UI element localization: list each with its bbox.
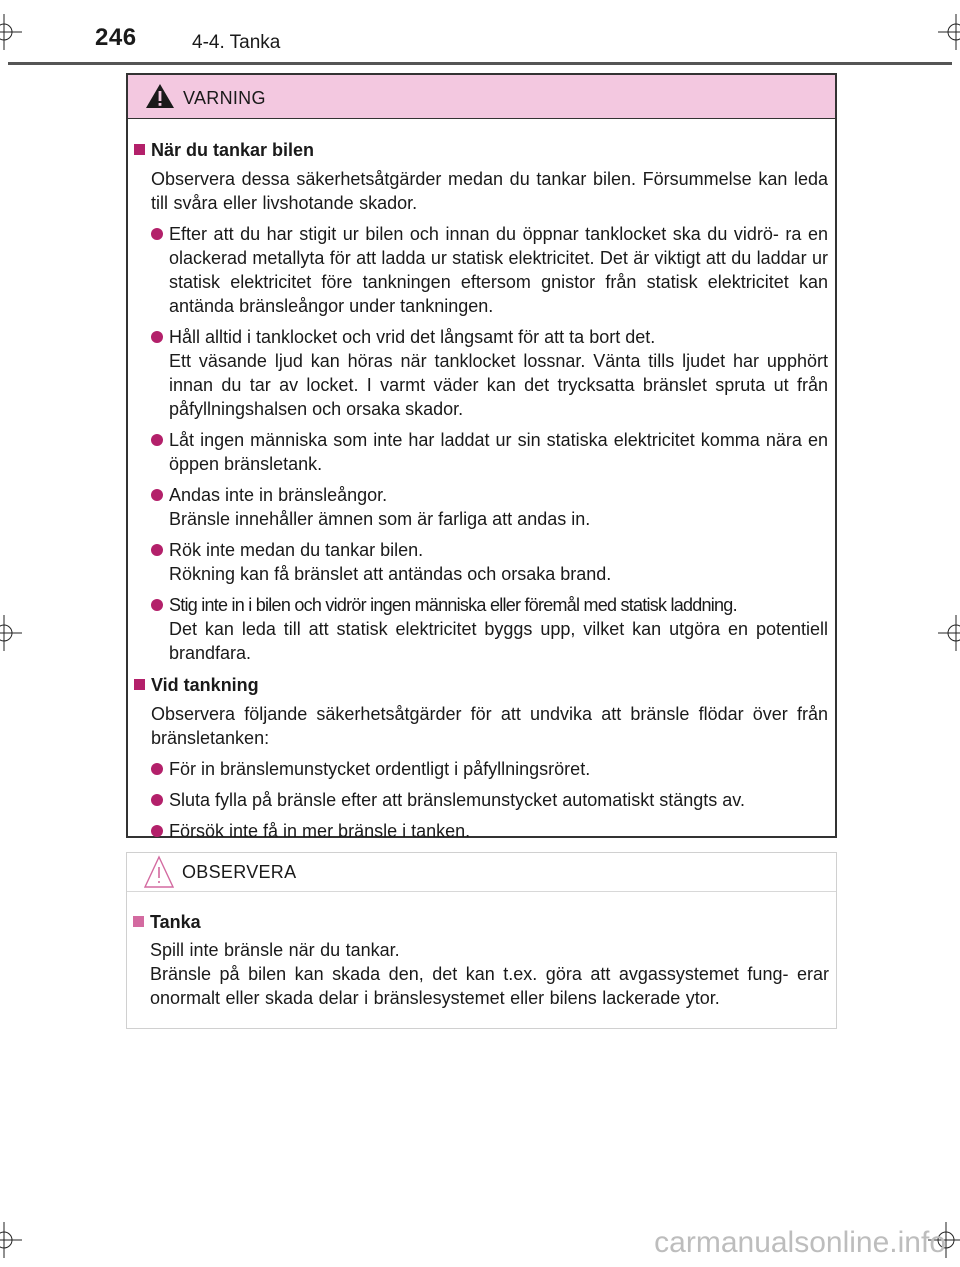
bullet-dot-icon <box>151 489 163 501</box>
section-heading-during-refueling: Vid tankning <box>133 673 828 697</box>
notice-heading: Tanka <box>132 910 829 934</box>
header-divider <box>8 62 952 65</box>
warning-box-title: VARNING <box>183 88 266 108</box>
bullet-dot-icon <box>151 544 163 556</box>
notice-box-body <box>127 892 836 1010</box>
warning-triangle-icon <box>145 83 175 114</box>
notice-box-title: OBSERVERA <box>182 862 297 882</box>
list-item: Andas inte in bränsleångor. Bränsle innehåller ämnen som är farliga att andas in. <box>151 483 828 531</box>
bullet-dot-icon <box>151 825 163 837</box>
list-item: Sluta fylla på bränsle efter att bränslemunstycket automatiskt stängts av. <box>151 788 828 812</box>
warning-box <box>126 73 837 841</box>
square-bullet-icon <box>134 679 145 690</box>
bullet-dot-icon <box>151 331 163 343</box>
notice-box <box>126 852 837 1029</box>
bullet-dot-icon <box>151 763 163 775</box>
list-item: För in bränslemunstycket ordentligt i påfyllningsröret. <box>151 757 828 781</box>
crop-mark-middle-right-icon <box>938 615 960 651</box>
crop-mark-top-right-icon <box>938 14 960 50</box>
bullet-dot-icon <box>151 599 163 611</box>
page-number: 246 <box>95 24 137 51</box>
list-item: Stig inte in i bilen och vidrör ingen människa eller föremål med statisk laddning. Det kan leda till att statisk elektricitet byggs upp, vilket kan utgöra en potentiell brandfara. <box>151 593 828 665</box>
list-item: Håll alltid i tanklocket och vrid det långsamt för att ta bort det. Ett väsande ljud kan höras när tanklocket lossnar. Vänta tills ljudet har upphört innan du tar av locket. I varmt väder kan det trycksatta bränslet spruta ut från påfyllningshalsen och orsaka skador. <box>151 325 828 421</box>
list-item: Låt ingen människa som inte har laddat ur sin statiska elektricitet komma nära en öppen bränsletank. <box>151 428 828 476</box>
bullet-dot-icon <box>151 228 163 240</box>
section-intro: Observera dessa säkerhetsåtgärder medan du tankar bilen. Försummelse kan leda till svåra eller livshotande skador. <box>151 169 828 213</box>
crop-mark-top-left-icon <box>0 14 22 50</box>
list-item: Rök inte medan du tankar bilen. Rökning kan få bränslet att antändas och orsaka brand. <box>151 538 828 586</box>
notice-text: Spill inte bränsle när du tankar. Bränsle på bilen kan skada den, det kan t.ex. göra att avgassystemet fung- erar onormalt eller skada delar i bränslesystemet eller bilens lackerade ytor. <box>150 940 829 1008</box>
crop-mark-middle-left-icon <box>0 615 22 651</box>
section-heading-refueling: När du tankar bilen <box>133 138 828 162</box>
list-item: Efter att du har stigit ur bilen och innan du öppnar tanklocket ska du vidrö- ra en olackerad metallyta för att ladda ur statisk elektricitet. Det är viktigt att du laddar ur statisk elektricitet före tankningen eftersom gnistor från statisk elektricitet kan antända bränsleångor under tankningen. <box>151 222 828 318</box>
list-item: Försök inte få in mer bränsle i tanken. <box>151 819 828 843</box>
caution-triangle-icon <box>144 854 174 895</box>
square-bullet-icon <box>133 916 144 927</box>
section-intro: Observera följande säkerhetsåtgärder för att undvika att bränsle flödar över från bränsletanken: <box>151 704 828 748</box>
section-title: 4-4. Tanka <box>192 32 281 53</box>
square-bullet-icon <box>134 144 145 155</box>
warning-box-body <box>128 119 835 843</box>
bullet-dot-icon <box>151 434 163 446</box>
watermark: carmanualsonline.info <box>654 1226 946 1259</box>
crop-mark-bottom-left-icon <box>0 1222 22 1258</box>
warning-box-header <box>128 75 835 119</box>
notice-box-header <box>127 853 836 892</box>
bullet-dot-icon <box>151 794 163 806</box>
